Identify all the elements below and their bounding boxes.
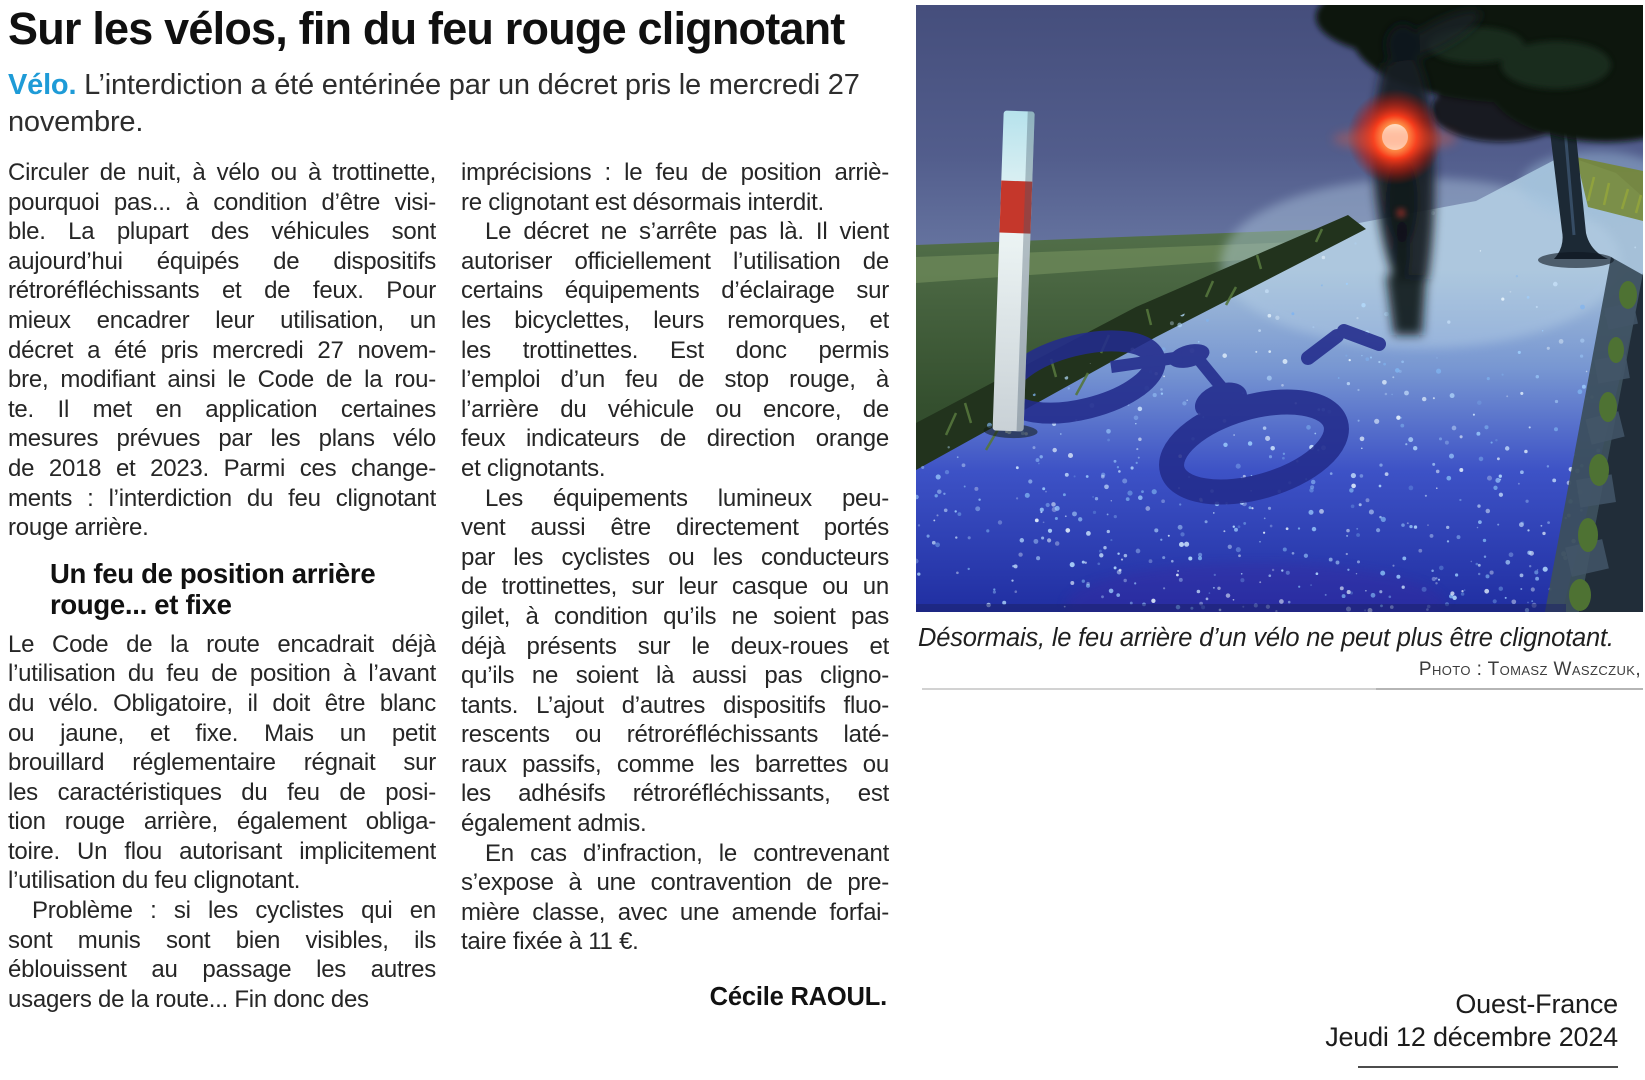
paragraph [8,630,436,896]
text-line: de 2018 et 2023. Parmi ces change- [8,454,436,482]
photo-zone [916,5,1643,690]
text-line: tants. L’ajout d’autres dispositifs fluo- [461,691,889,719]
credit-divider [922,688,1643,690]
text-line: les caractéristiques du feu de posi- [8,778,436,806]
paragraph [8,896,436,1014]
author-byline: Cécile RAOUL. [709,983,887,1012]
lede-text: L’interdiction a été entérinée par un décret pris le mercredi 27 novembre. [8,69,860,138]
text-line: mieux encadrer leur utilisation, un [8,306,436,334]
text-line: ble. La plupart des véhicules sont [8,218,436,246]
text-line: rouge arrière. [8,514,149,542]
text-line: vent aussi être directement portés [461,514,889,542]
text-line: Les équipements lumineux peu- [485,484,889,512]
text-line: les bicyclettes, leurs remorques, et [461,306,889,334]
text-line: ments : l’interdiction du feu clignotant [8,484,436,512]
text-line: feux indicateurs de direction orange [461,425,889,453]
text-line: s’expose à une contravention de pre- [461,869,889,897]
paragraph [461,158,889,217]
text-line: les adhésifs rétroréfléchissants, est [461,780,889,808]
text-line: bre, modifiant ainsi le Code de la rou- [8,366,436,394]
text-line: mesures prévues par les plans vélo [8,425,436,453]
paragraph [461,217,889,483]
text-line: et clignotants. [461,454,606,482]
text-line: aujourd’hui équipés de dispositifs [8,247,436,275]
article-column-1 [8,158,436,1014]
paragraph [8,158,436,543]
text-line: mière classe, avec une amende forfai- [461,898,889,926]
text-line: te. Il met en application certaines [8,395,436,423]
text-line: décret a été pris mercredi 27 novem- [8,336,436,364]
text-line: Circuler de nuit, à vélo ou à trottinette, [8,159,436,186]
night-bike-path-photo [916,5,1643,612]
text-line: gilet, à condition qu’ils ne soient pas [461,602,889,630]
text-line: l’arrière du véhicule ou encore, de [461,395,889,423]
source-divider [1358,1066,1618,1068]
source-block [1325,988,1618,1068]
text-line: l’utilisation du feu clignotant. [8,867,301,895]
text-line: certains équipements d’éclairage sur [461,277,889,305]
text-line: taire fixée à 11 €. [461,928,639,956]
text-line: usagers de la route... Fin donc des [8,985,369,1013]
section-subhead: Un feu de position arrière rouge... et fixe [50,557,376,621]
article-columns [8,158,888,1014]
text-line: éblouissent au passage les autres [8,956,436,984]
lede-kicker: Vélo. [8,69,77,101]
paragraph [461,839,889,957]
lede [8,67,880,141]
text-line: re clignotant est désormais interdit. [461,188,824,216]
text-line: tion rouge arrière, également obliga- [8,808,436,836]
text-line: Le Code de la route encadrait déjà [8,630,436,658]
article-column-2 [461,158,889,1014]
paragraph [461,484,889,839]
text-line: En cas d’infraction, le contrevenant [485,839,889,867]
text-line: de trottinettes, sur leur casque ou un [461,573,889,601]
text-line: ou jaune, et fixe. Mais un petit [8,719,436,747]
text-line: raux passifs, comme les barrettes ou [461,750,889,778]
text-line: imprécisions : le feu de position arriè- [461,159,889,186]
text-line: pourquoi pas... à condition d’être visi- [8,188,436,216]
publication-date: Jeudi 12 décembre 2024 [1325,1022,1618,1052]
text-line: qu’ils ne soient là aussi pas cligno- [461,662,889,690]
text-line: autoriser officiellement l’utilisation de [461,247,889,275]
text-line: déjà présents sur le deux-roues et [461,632,889,660]
photo-credit: Photo : Tomasz Waszczuk, [1418,659,1641,680]
article-photo [916,5,1643,612]
text-line: rétroréfléchissants et de feux. Pour [8,277,436,305]
text-line: brouillard réglementaire régnait sur [8,749,436,777]
text-line: Le décret ne s’arrête pas là. Il vient [485,218,889,246]
publication-name: Ouest-France [1455,989,1618,1019]
text-line: également admis. [461,810,647,838]
text-line: rescents ou rétroréfléchissants laté- [461,721,889,749]
text-line: l’utilisation du feu de position à l’avant [8,660,436,688]
text-line: les trottinettes. Est donc permis [461,336,889,364]
text-line: par les cyclistes ou les conducteurs [461,543,889,571]
text-line: l’emploi d’un feu de stop rouge, à [461,366,889,394]
text-line: Problème : si les cyclistes qui en [32,897,436,925]
text-line: sont munis sont bien visibles, ils [8,926,436,954]
article-text-zone [8,4,892,1014]
headline: Sur les vélos, fin du feu rouge clignotant [8,3,845,54]
photo-caption: Désormais, le feu arrière d’un vélo ne peut plus être clignotant. [918,624,1614,652]
text-line: du vélo. Obligatoire, il doit être blanc [8,689,436,717]
text-line: toire. Un flou autorisant implicitement [8,837,436,865]
